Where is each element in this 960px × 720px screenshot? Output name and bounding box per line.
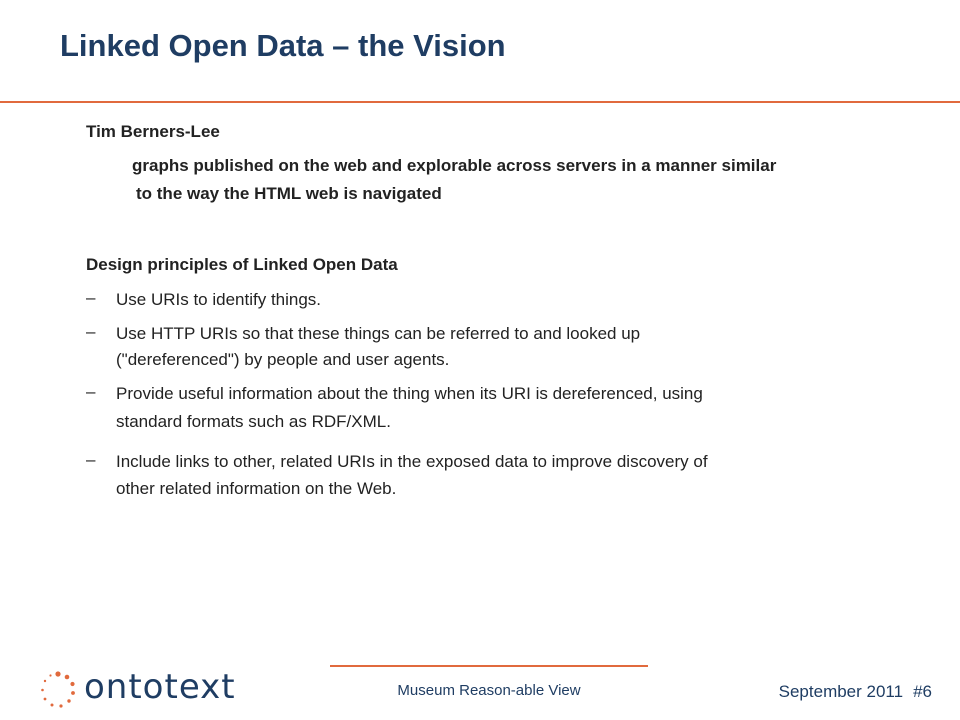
dot-ring-icon	[38, 670, 78, 710]
quote-line-1: graphs published on the web and explorable across servers in a manner similar	[132, 156, 777, 175]
principles-heading: Design principles of Linked Open Data	[86, 255, 398, 274]
bullet-dash: –	[86, 322, 96, 341]
slide-title: Linked Open Data – the Vision	[60, 28, 506, 63]
bullet-2-line-1: Use HTTP URIs so that these things can be referred to and looked up	[116, 324, 641, 343]
footer-presentation-title: Museum Reason-able View	[397, 682, 581, 699]
bullet-dash: –	[86, 288, 96, 307]
bullet-1-line-1: Use URIs to identify things.	[116, 290, 322, 309]
bullet-3-line-1: Provide useful information about the thing when its URI is dereferenced, using	[116, 384, 703, 403]
bullet-3-line-2: standard formats such as RDF/XML.	[116, 412, 391, 431]
logo-wordmark: ontotext	[84, 667, 236, 707]
ontotext-logo	[38, 668, 238, 708]
quote-author: Tim Berners-Lee	[86, 122, 220, 141]
bullet-dash: –	[86, 382, 96, 401]
slide-number: #6	[913, 682, 932, 701]
bullet-2-line-2: ("dereferenced") by people and user agents.	[116, 350, 450, 369]
quote-line-2: to the way the HTML web is navigated	[136, 184, 442, 203]
footer-divider	[330, 665, 648, 667]
bullet-4-line-1: Include links to other, related URIs in the exposed data to improve discovery of	[116, 452, 708, 471]
footer-date: September 2011	[778, 682, 904, 701]
footer-meta	[779, 682, 932, 702]
bullet-4-line-2: other related information on the Web.	[116, 479, 397, 498]
bullet-dash: –	[86, 450, 96, 469]
